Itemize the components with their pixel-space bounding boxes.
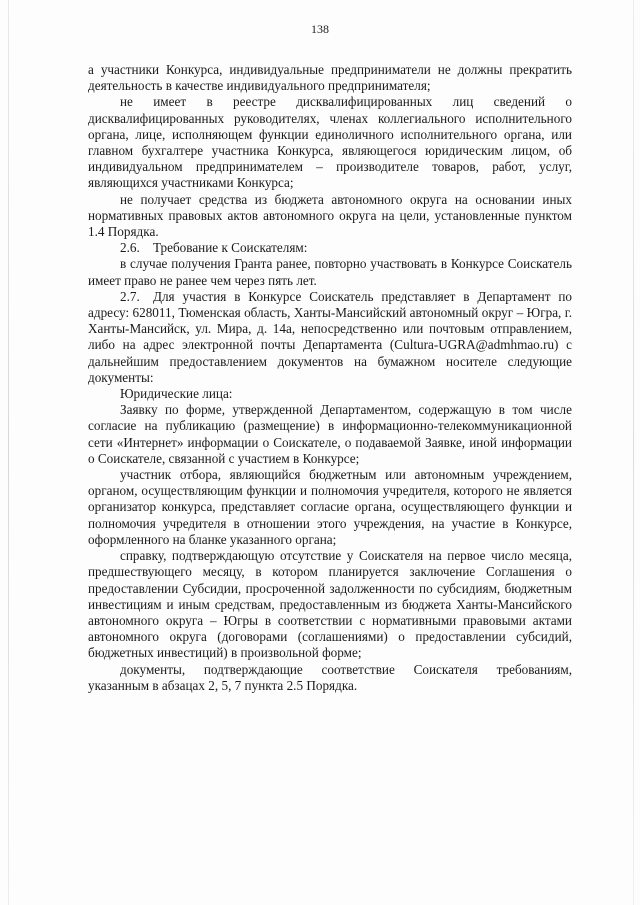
paragraph-application-form: Заявку по форме, утвержденной Департаментом, содержащую в том числе согласие на публикацию (размещение) в информационно-телекоммуникационной сети «Интернет» информации о Соискателе, о подаваемой Заявке, иной информации о Соискателе, связанной с участием в Конкурсе;: [88, 402, 572, 466]
section-heading-2-6: 2.6. Требование к Соискателям:: [120, 240, 308, 256]
paragraph-compliance-documents: документы, подтверждающие соответствие Соискателя требованиям, указанным в абзацах 2, 5, 7 пункта 2.5 Порядка.: [88, 661, 572, 693]
scan-edge-right: [633, 0, 634, 905]
page-number: 138: [311, 22, 329, 36]
paragraph-budget-institution-consent: участник отбора, являющийся бюджетным или автономным учреждением, органом, осуществляющим функции и полномочия учредителя, которого не является организатор конкурса, представляет согласие органа, осуществляющего функции и полномочия учредителя в отношении этого учреждения, на участие в Конкурсе, оформленного на бланке указанного органа;: [88, 467, 572, 547]
section-2-7-submission: 2.7. Для участия в Конкурсе Соискатель представляет в Департамент по адресу: 628011, Тюменская область, Ханты-Мансийский автономный округ – Югра, г. Ханты-Мансийск, ул. Мира, д. 14а, непосредственно или почтовым отправлением, либо на адрес электронной почты Департамента (Cultura-UGRA@admhmao.ru) с дальнейшим предоставлением документов на бумажном носителе следующие документы:: [88, 288, 572, 385]
document-body: [88, 62, 572, 694]
paragraph-legal-entities-heading: Юридические лица:: [120, 386, 233, 402]
paragraph-debt-certificate: справку, подтверждающую отсутствие у Соискателя на первое число месяца, предшествующего месяцу, в котором планируется заключение Соглашения о предоставлении Субсидии, просроченной задолженности по субсидиям, бюджетным инвестициям и иным средствам, предоставленным из бюджета Ханты-Мансийского автономного округа – Югры в соответствии с нормативными правовыми актами автономного округа (договорами (соглашениями) о предоставлении субсидий, бюджетных инвестиций) в произвольной форме;: [88, 548, 572, 661]
scan-edge-left: [8, 0, 9, 905]
paragraph-continuation: а участники Конкурса, индивидуальные предприниматели не должны прекратить деятельность в качестве индивидуального предпринимателя;: [88, 62, 572, 94]
paragraph-grant-repeat: в случае получения Гранта ранее, повторно участвовать в Конкурсе Соискатель имеет право не ранее чем через пять лет.: [88, 256, 572, 288]
paragraph-disqualified-registry: не имеет в реестре дисквалифицированных лиц сведений о дисквалифицированных руководителях, членах коллегиального исполнительного органа, лице, исполняющем функции единоличного исполнительного органа, или главном бухгалтере участника Конкурса, являющегося юридическим лицом, об индивидуальном предпринимателем – производителе товаров, работ, услуг, являющихся участниками Конкурса;: [88, 94, 572, 191]
paragraph-budget-funds: не получает средства из бюджета автономного округа на основании иных нормативных правовых актов автономного округа на цели, установленные пунктом 1.4 Порядка.: [88, 191, 572, 240]
